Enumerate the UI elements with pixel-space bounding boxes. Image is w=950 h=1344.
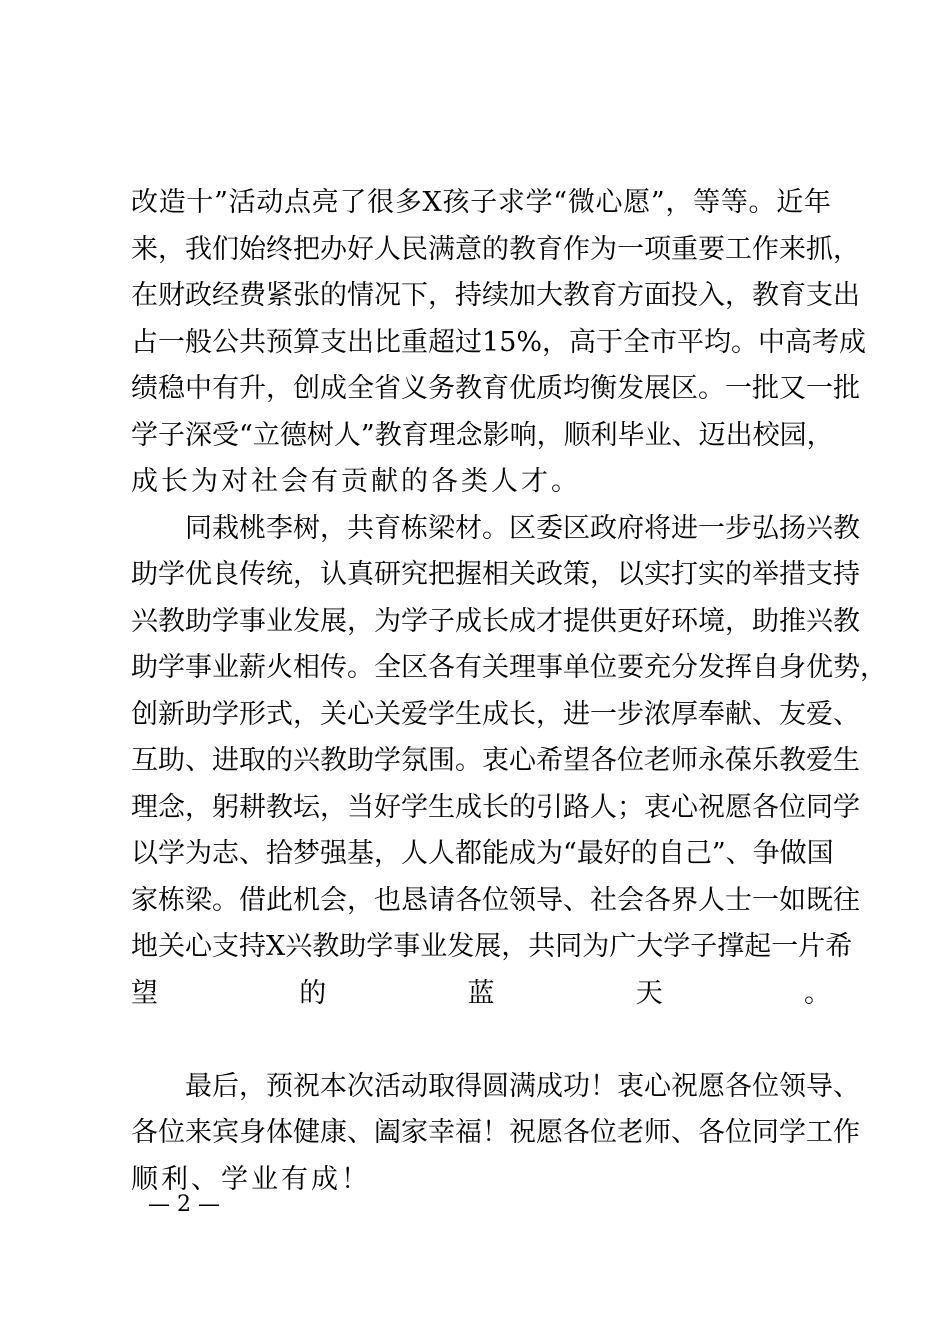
text-line: 助 学 优 良 传 统 ， 认 真 研 究 把 握 相 关 政 策 ， 以 实 打 实 的 举 措 支 持 [131, 559, 860, 590]
text-line: 各 位 来 宾 身 体 健 康 、 阖 家 幸 福 ！ 祝 愿 各 位 老 师 、 各 位 同 学 工 作 [131, 1117, 860, 1148]
text-line: 理 念 ， 躬 耕 教 坛 ， 当 好 学 生 成 长 的 引 路 人 ； 衷 心 祝 愿 各 位 同 学 [131, 791, 860, 823]
text-line: 学 子 深 受 “ 立 德 树 人 ” 教 育 理 念 影 响 ， 顺 利 毕 业 、 迈 出 校 园 ， [131, 419, 834, 451]
text-line: 绩 稳 中 有 升 ， 创 成 全 省 义 务 教 育 优 质 均 衡 发 展 区 。 一 批 又 一 批 [131, 373, 860, 404]
text-line: 占 一 般 公 共 预 算 支 出 比 重 超 过 1 5 % ， 高 于 全 市 平 均 。 中 高 考 成 [131, 326, 867, 358]
text-line: 望 的 蓝 天 。 [131, 977, 831, 1009]
text-line: 地 关 心 支 持 X 兴 教 助 学 事 业 发 展 ， 共 同 为 广 大 学 子 撑 起 一 片 希 [131, 931, 853, 962]
paragraph-3 [131, 1064, 860, 1204]
text-line: 来 ， 我 们 始 终 把 办 好 人 民 满 意 的 教 育 作 为 一 项 重 要 工 作 来 抓 ， [131, 233, 860, 265]
body-text [131, 180, 887, 1203]
page-number: — 2 — [148, 1192, 220, 1217]
text-line: 在 财 政 经 费 紧 张 的 情 况 下 ， 持 续 加 大 教 育 方 面 投 入 ， 教 育 支 出 [131, 280, 860, 311]
text-line: 兴 教 助 学 事 业 发 展 ， 为 学 子 成 长 成 才 提 供 更 好 环 境 ， 助 推 兴 教 [131, 605, 860, 637]
text-line: 创 新 助 学 形 式 ， 关 心 关 爱 学 生 成 长 ， 进 一 步 浓 厚 奉 献 、 友 爱 、 [131, 698, 860, 730]
text-line: 同 栽 桃 李 树 ， 共 育 栋 梁 材 。 区 委 区 政 府 将 进 一 步 弘 扬 兴 教 [185, 512, 860, 544]
text-line: 以 学 为 志 、 拾 梦 强 基 ， 人 人 都 能 成 为 “ 最 好 的 自 己 ” 、 争 做 国 [131, 838, 834, 869]
paragraph-2 [131, 506, 887, 1064]
text-line: 家 栋 梁 。 借 此 机 会 ， 也 恳 请 各 位 领 导 、 社 会 各 界 人 士 一 如 既 往 [131, 884, 860, 916]
text-line: 改 造 十 ” 活 动 点 亮 了 很 多 X 孩 子 求 学 “ 微 心 愿 ” ， 等 等 。 近 年 [131, 187, 831, 218]
text-line: 互 助 、 进 取 的 兴 教 助 学 氛 围 。 衷 心 希 望 各 位 老 师 永 葆 乐 教 爱 生 [131, 745, 860, 776]
text-line [131, 1017, 831, 1064]
text-line: 顺利、学业有成！ [131, 1163, 371, 1195]
text-line: 成长为对社会有贡献的各类人才。 [131, 466, 581, 497]
text-line: 最 后 ， 预 祝 本 次 活 动 取 得 圆 满 成 功 ！ 衷 心 祝 愿 各 位 领 导 、 [185, 1070, 860, 1102]
paragraph-1 [131, 180, 867, 506]
text-line: 助 学 事 业 薪 火 相 传 。 全 区 各 有 关 理 事 单 位 要 充 分 发 挥 自 身 优 势 ， [131, 652, 887, 683]
